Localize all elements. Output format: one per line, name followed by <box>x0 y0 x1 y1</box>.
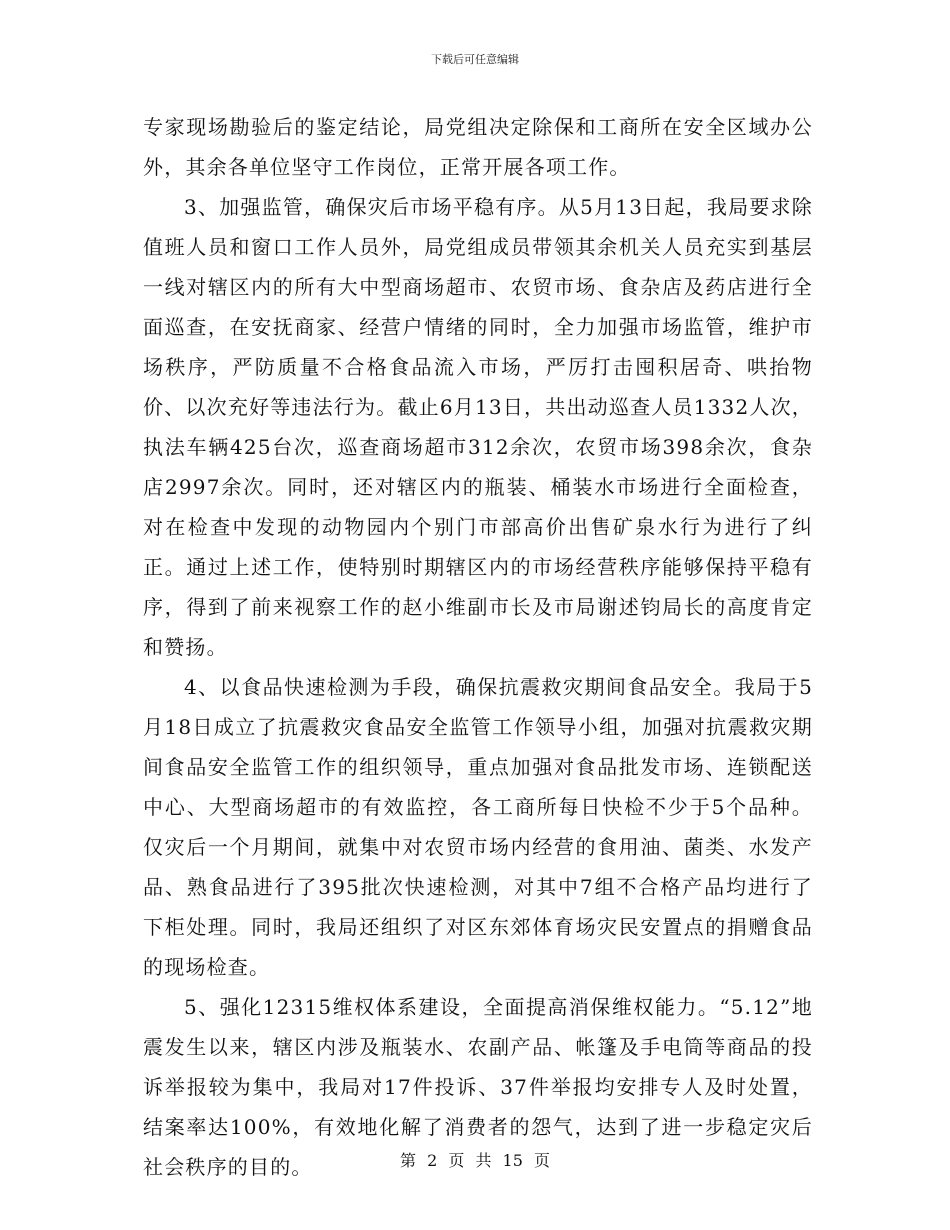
page-header: 下载后可任意编辑 <box>431 53 519 66</box>
document-body <box>143 107 813 1187</box>
paragraph-food-testing: 4、以食品快速检测为手段，确保抗震救灾期间食品安全。我局于5月18日成立了抗震救灾食品安全监管工作领导小组，加强对抗震救灾期间食品安全监管工作的组织领导，重点加强对食品批发市场、连锁配送中心、大型商场超市的有效监控，各工商所每日快检不少于5个品种。仅灾后一个月期间，就集中对农贸市场内经营的食用油、菌类、水发产品、熟食品进行了395批次快速检测，对其中7组不合格产品均进行了下柜处理。同时，我局还组织了对区东郊体育场灾民安置点的捐赠食品的现场检查。 <box>143 675 813 979</box>
paragraph-continuation: 专家现场勘验后的鉴定结论，局党组决定除保和工商所在安全区域办公外，其余各单位坚守工作岗位，正常开展各项工作。 <box>143 115 813 179</box>
paragraph-12315-rights: 5、强化12315维权体系建设，全面提高消保维权能力。“5.12”地震发生以来，辖区内涉及瓶装水、农副产品、帐篷及手电筒等商品的投诉举报较为集中，我局对17件投诉、37件举报均安排专人及时处置，结案率达100%，有效地化解了消费者的怨气，达到了进一步稳定灾后社会秩序的目的。 <box>143 995 813 1179</box>
paragraph-market-supervision: 3、加强监管，确保灾后市场平稳有序。从5月13日起，我局要求除值班人员和窗口工作人员外，局党组成员带领其余机关人员充实到基层一线对辖区内的所有大中型商场超市、农贸市场、食杂店及药店进行全面巡查，在安抚商家、经营户情绪的同时，全力加强市场监管，维护市场秩序，严防质量不合格食品流入市场，严厉打击囤积居奇、哄抬物价、以次充好等违法行为。截止6月13日，共出动巡查人员1332人次，执法车辆425台次，巡查商场超市312余次，农贸市场398余次，食杂店2997余次。同时，还对辖区内的瓶装、桶装水市场进行全面检查，对在检查中发现的动物园内个别门市部高价出售矿泉水行为进行了纠正。通过上述工作，使特别时期辖区内的市场经营秩序能够保持平稳有序，得到了前来视察工作的赵小维副市长及市局谢述钧局长的高度肯定和赞扬。 <box>143 195 813 659</box>
page-number-footer: 第 2 页 共 15 页 <box>400 1151 550 1170</box>
